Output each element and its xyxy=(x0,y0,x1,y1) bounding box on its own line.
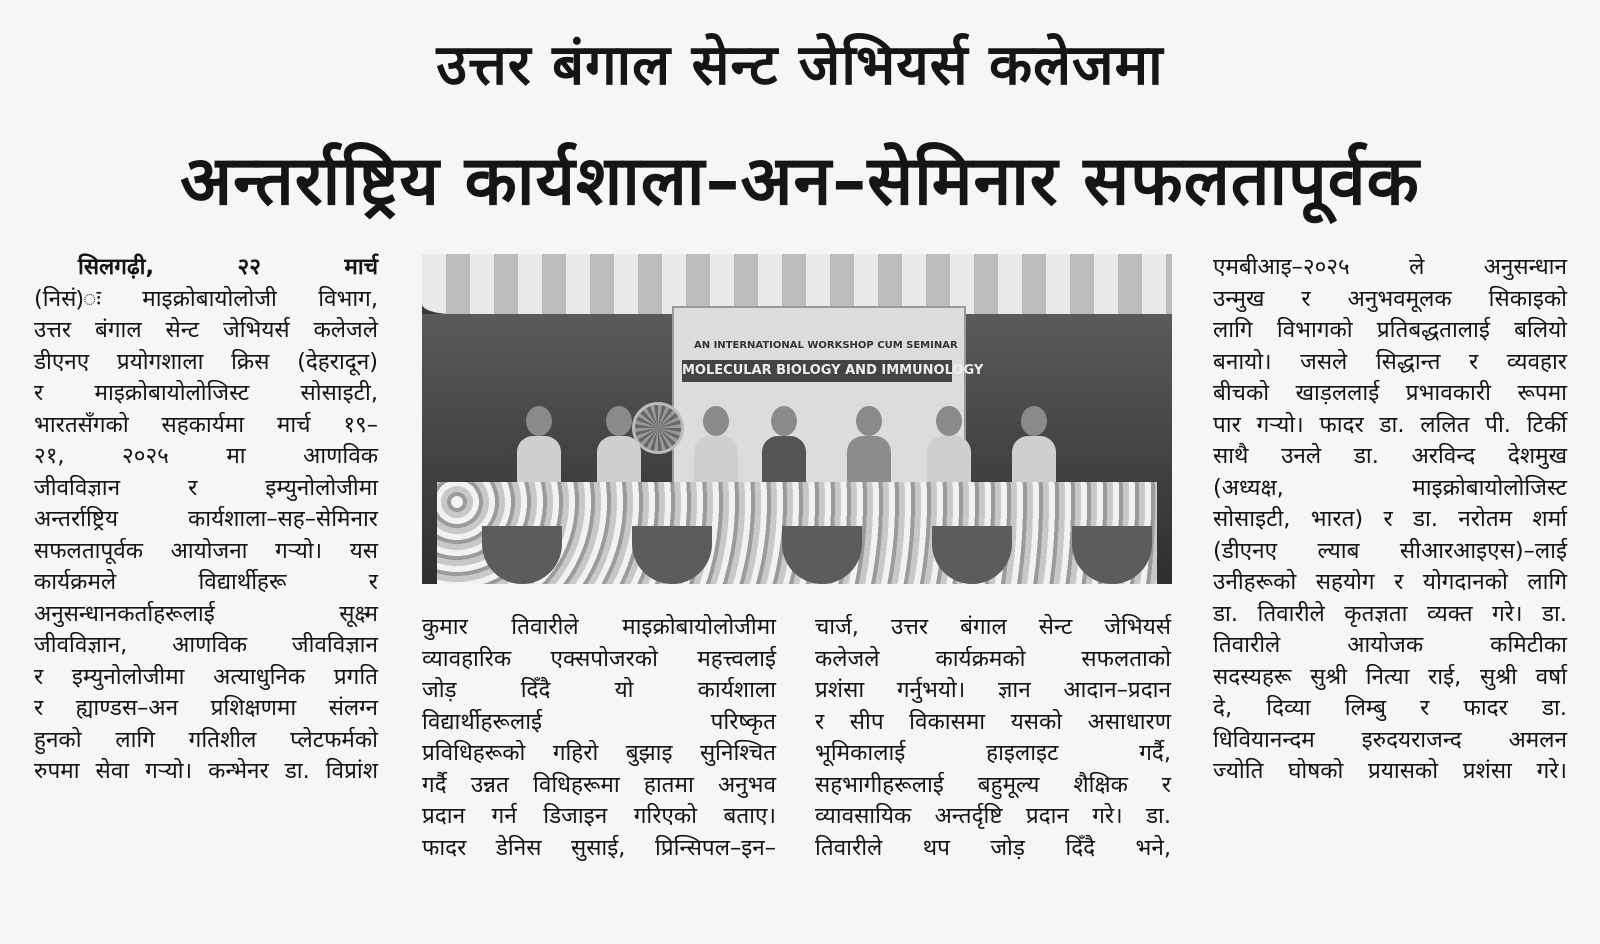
column-line: तिवारीले थप जोड़ दिँदै भने, xyxy=(815,834,1171,861)
banner-text-1: AN INTERNATIONAL WORKSHOP CUM SEMINAR xyxy=(694,340,958,351)
column-line: व्यावहारिक एक्सपोजरको महत्त्वलाई xyxy=(422,645,776,672)
column-line: लागि विभागको प्रतिबद्धतालाई बलियो xyxy=(1213,317,1567,343)
column-line: तिवारीले आयोजक कमिटीका xyxy=(1213,632,1567,658)
article-column-2 xyxy=(422,612,776,864)
column-line: चार्ज, उत्तर बंगाल सेन्ट जेभियर्स xyxy=(815,614,1171,640)
column-line: जीवविज्ञान, आणविक जीवविज्ञान xyxy=(34,632,378,658)
column-line: साथै उनले डा. अरविन्द देशमुख xyxy=(1213,443,1567,469)
article-column-1 xyxy=(34,252,378,788)
column-line: सहभागीहरूलाई बहुमूल्य शैक्षिक र xyxy=(815,771,1171,798)
column-line: उन्मुख र अनुभवमूलक सिकाइको xyxy=(1213,285,1567,312)
speaker-figure xyxy=(1012,406,1056,486)
column-line: धिवियानन्दम इरुदयराजन्द अमलन xyxy=(1213,726,1567,753)
event-photo xyxy=(422,254,1172,584)
column-line: गर्दै उन्नत विधिहरूमा हातमा अनुभव xyxy=(422,771,776,798)
banner-text-2: MOLECULAR BIOLOGY AND IMMUNOLOGY xyxy=(682,360,952,382)
column-line: अन्तर्राष्ट्रिय कार्यशाला–सह–सेमिनार xyxy=(34,506,378,532)
column-line: डा. तिवारीले कृतज्ञता व्यक्त गरे। डा. xyxy=(1213,600,1567,627)
column-line: हुनको लागि गतिशील प्लेटफर्मको xyxy=(34,726,378,753)
column-line: सफलतापूर्वक आयोजना गर्‍यो। यस xyxy=(34,537,378,564)
column-line: भूमिकालाई हाइलाइट गर्दै, xyxy=(815,740,1171,766)
column-line: सदस्यहरू सुश्री नित्या राई, सुश्री वर्षा xyxy=(1213,663,1567,690)
column-line: बनायो। जसले सिद्धान्त र व्यवहार xyxy=(1213,348,1567,375)
column-line: बीचको खाड़ललाई प्रभावकारी रूपमा xyxy=(1213,380,1567,406)
speaker-figure xyxy=(517,406,561,486)
headline-line-2: अन्तर्राष्ट्रिय कार्यशाला–अन–सेमिनार सफलतापूर्वक xyxy=(180,142,1420,221)
column-line: कलेजले कार्यक्रमको सफलताको xyxy=(815,645,1171,672)
column-line: (अध्यक्ष, माइक्रोबायोलोजिस्ट xyxy=(1213,474,1567,501)
speaker-figure xyxy=(927,406,971,486)
photo-drapes xyxy=(422,254,1172,314)
article-column-4 xyxy=(1213,252,1567,788)
column-line: कुमार तिवारीले माइक्रोबायोलोजीमा xyxy=(422,614,776,640)
column-line: (निसं)ः माइक्रोबायोलोजी विभाग, xyxy=(34,285,378,312)
speaker-figure xyxy=(847,406,891,486)
column-line: विद्यार्थीहरूलाई परिष्कृत xyxy=(422,708,776,735)
dateline: सिलगढ़ी, २२ मार्च xyxy=(78,254,378,280)
column-line: ज्योति घोषको प्रयासको प्रशंसा गरे। xyxy=(1213,758,1567,784)
speaker-figure xyxy=(597,406,641,486)
column-line: प्रशंसा गर्नुभयो। ज्ञान आदान–प्रदान xyxy=(815,677,1171,703)
column-line: (डीएनए ल्याब सीआरआइएस)–लाई xyxy=(1213,537,1567,564)
headline-line-1: उत्तर बंगाल सेन्ट जेभियर्स कलेजमा xyxy=(436,33,1164,98)
column-line: र सीप विकासमा यसको असाधारण xyxy=(815,708,1171,735)
column-line: रुपमा सेवा गर्‍यो। कन्भेनर डा. विप्रांश xyxy=(34,758,378,784)
column-line: फादर डेनिस सुसाई, प्रिन्सिपल–इन– xyxy=(422,834,776,861)
article-column-3 xyxy=(815,612,1171,864)
column-line: कार्यक्रमले विद्यार्थीहरू र xyxy=(34,569,378,595)
column-line: डीएनए प्रयोगशाला क्रिस (देहरादून) xyxy=(34,348,378,375)
speaker-figure xyxy=(694,406,738,486)
column-line: उनीहरूको सहयोग र योगदानको लागि xyxy=(1213,569,1567,595)
column-line: प्रदान गर्न डिजाइन गरिएको बताए। xyxy=(422,803,776,829)
column-line: उत्तर बंगाल सेन्ट जेभियर्स कलेजले xyxy=(34,317,378,343)
column-line: २१, २०२५ मा आणविक xyxy=(34,443,378,469)
column-line: र ह्याण्डस–अन प्रशिक्षणमा संलग्न xyxy=(34,695,378,721)
column-line: प्रविधिहरूको गहिरो बुझाइ सुनिश्चित xyxy=(422,740,776,766)
column-line: पार गर्‍यो। फादर डा. ललित पी. टिर्की xyxy=(1213,411,1567,438)
speaker-figure xyxy=(762,406,806,486)
column-line: व्यावसायिक अन्तर्दृष्टि प्रदान गरे। डा. xyxy=(815,803,1171,829)
column-line: जोड़ दिँदै यो कार्यशाला xyxy=(422,677,776,703)
column-line: सोसाइटी, भारत) र डा. नरोतम शर्मा xyxy=(1213,506,1567,532)
column-line: र इम्युनोलोजीमा अत्याधुनिक प्रगति xyxy=(34,663,378,690)
column-line: र माइक्रोबायोलोजिस्ट सोसाइटी, xyxy=(34,380,378,406)
column-line: जीवविज्ञान र इम्युनोलोजीमा xyxy=(34,474,378,501)
column-line: एमबीआइ–२०२५ ले अनुसन्धान xyxy=(1213,254,1567,280)
column-line: दे, दिव्या लिम्बु र फादर डा. xyxy=(1213,695,1567,721)
column-line: भारतसँगको सहकार्यमा मार्च १९– xyxy=(34,411,378,438)
column-line: अनुसन्धानकर्ताहरूलाई सूक्ष्म xyxy=(34,600,378,627)
